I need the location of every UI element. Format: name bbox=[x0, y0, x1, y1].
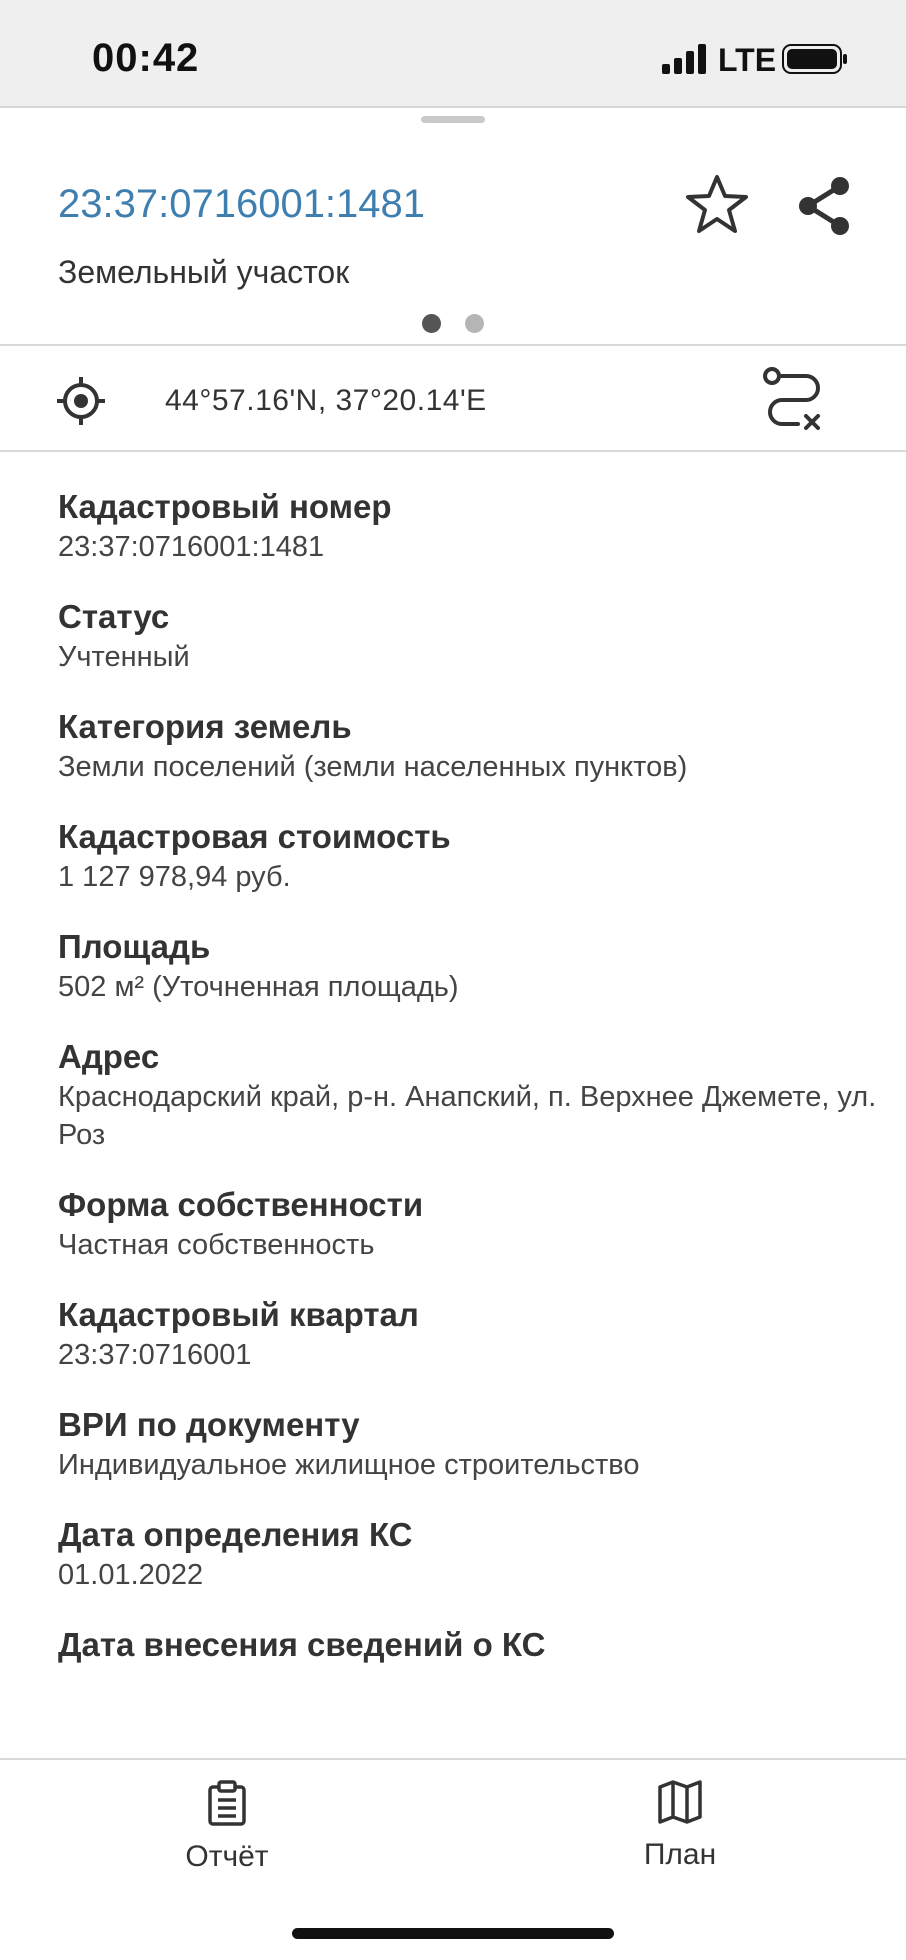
field-value[interactable]: 01.01.2022 bbox=[58, 1559, 204, 1591]
field-ownership-form bbox=[58, 1184, 878, 1264]
field-value[interactable]: 1 127 978,94 руб. bbox=[58, 861, 291, 893]
field-valuation-date bbox=[58, 1514, 878, 1594]
field-value[interactable]: Частная собственность bbox=[58, 1229, 375, 1261]
tab-report[interactable] bbox=[117, 1780, 337, 1874]
field-cadastral-quarter bbox=[58, 1294, 878, 1374]
tab-plan-label: План bbox=[643, 1838, 717, 1871]
field-value-entry-date bbox=[58, 1624, 878, 1666]
location-target-icon[interactable] bbox=[56, 376, 106, 426]
field-label: Адрес bbox=[58, 1038, 160, 1075]
divider bbox=[0, 450, 906, 452]
field-label: ВРИ по документу bbox=[58, 1406, 360, 1443]
field-value[interactable]: 23:37:0716001 bbox=[58, 1339, 252, 1371]
field-label: Кадастровый квартал bbox=[58, 1296, 419, 1333]
field-label: Дата внесения сведений о КС bbox=[58, 1626, 546, 1663]
field-area bbox=[58, 926, 878, 1006]
page-dot-inactive[interactable] bbox=[465, 314, 484, 333]
field-value[interactable]: 502 м² (Уточненная площадь) bbox=[58, 971, 459, 1003]
field-value[interactable]: Земли поселений (земли населенных пунктов) bbox=[58, 751, 688, 783]
field-land-category bbox=[58, 706, 878, 786]
field-permitted-use bbox=[58, 1404, 878, 1484]
property-details bbox=[58, 486, 878, 1696]
battery-icon bbox=[782, 44, 848, 74]
object-type: Земельный участок bbox=[58, 254, 350, 290]
field-value[interactable]: 23:37:0716001:1481 bbox=[58, 531, 325, 563]
clipboard-icon bbox=[205, 1780, 249, 1826]
field-value[interactable]: Краснодарский край, р-н. Анапский, п. Верхнее Джемете, ул. Роз bbox=[58, 1081, 877, 1151]
status-time: 00:42 bbox=[92, 36, 200, 80]
page-dot-active[interactable] bbox=[422, 314, 441, 333]
divider bbox=[0, 344, 906, 346]
signal-icon bbox=[662, 44, 708, 74]
field-label: Форма собственности bbox=[58, 1186, 424, 1223]
field-label: Категория земель bbox=[58, 708, 352, 745]
status-bar bbox=[0, 0, 906, 108]
field-label: Кадастровый номер bbox=[58, 488, 392, 525]
network-type: LTE bbox=[718, 42, 777, 78]
field-address bbox=[58, 1036, 878, 1154]
share-icon[interactable] bbox=[796, 176, 852, 236]
coordinates-text[interactable]: 44°57.16'N, 37°20.14'E bbox=[165, 384, 487, 417]
map-icon bbox=[657, 1780, 703, 1824]
field-cadastral-value bbox=[58, 816, 878, 896]
field-label: Площадь bbox=[58, 928, 211, 965]
home-indicator[interactable] bbox=[292, 1928, 614, 1939]
tab-plan[interactable] bbox=[570, 1780, 790, 1872]
field-label: Кадастровая стоимость bbox=[58, 818, 451, 855]
page-indicator bbox=[422, 314, 486, 334]
field-label: Статус bbox=[58, 598, 170, 635]
field-label: Дата определения КС bbox=[58, 1516, 413, 1553]
favorite-star-icon[interactable] bbox=[684, 172, 750, 238]
field-cadastral-number bbox=[58, 486, 878, 566]
field-value[interactable]: Учтенный bbox=[58, 641, 190, 673]
field-value[interactable]: Индивидуальное жилищное строительство bbox=[58, 1449, 640, 1481]
page-title: 23:37:0716001:1481 bbox=[58, 182, 426, 226]
sheet-drag-handle[interactable] bbox=[421, 116, 485, 123]
route-icon[interactable] bbox=[762, 366, 826, 432]
bottom-tab-bar bbox=[0, 1758, 906, 1960]
tab-report-label: Отчёт bbox=[185, 1840, 269, 1873]
field-status bbox=[58, 596, 878, 676]
